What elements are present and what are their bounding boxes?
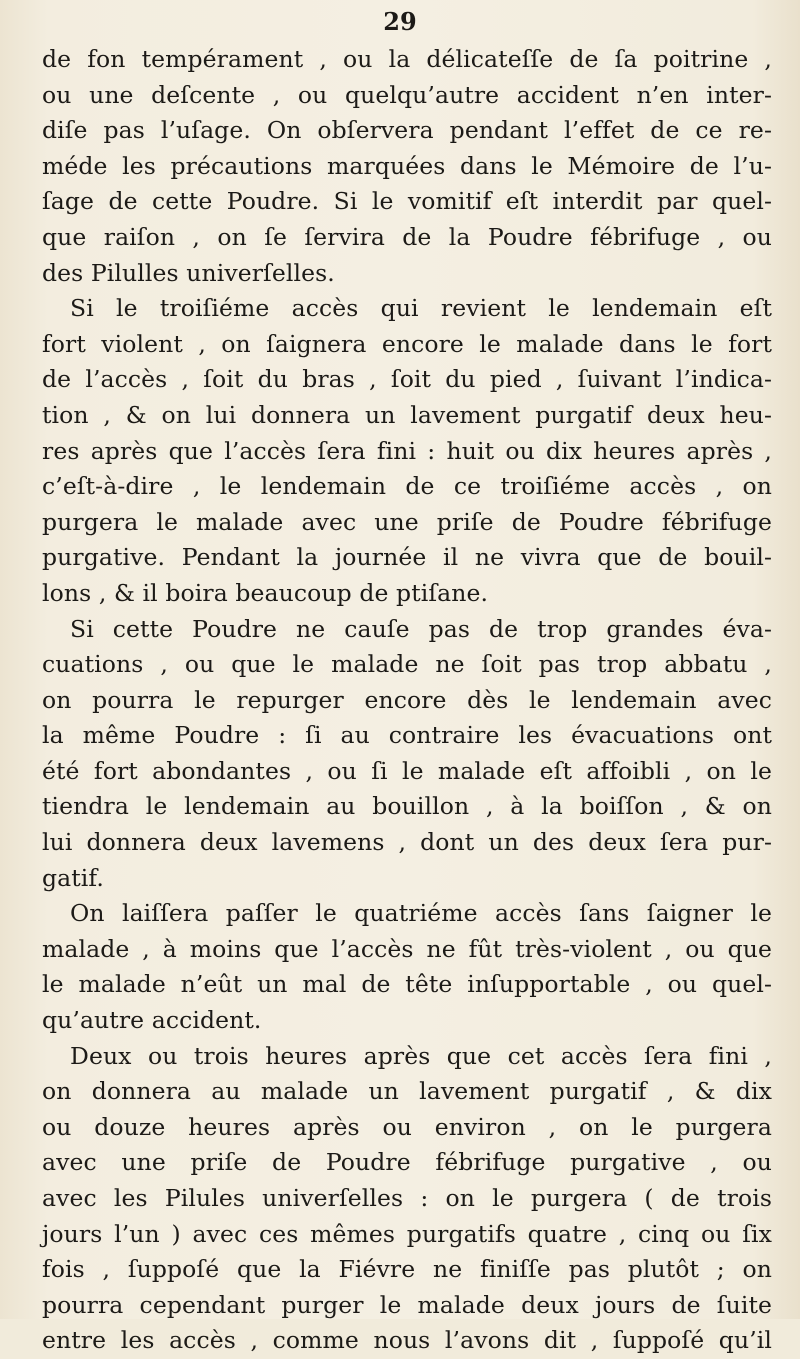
text-line: été fort abondantes , ou ſi le malade eſt affoibli , on le [42,756,772,785]
text-line: avec les Pilules univerſelles : on le purgera ( de trois [42,1184,772,1212]
text-line: purgative. Pendant la journée il ne vivra que de bouil- [42,543,772,572]
text-line: la même Poudre : ſi au contraire les évacuations ont [42,721,772,750]
text-line: Deux ou trois heures après que cet accès ſera fini , [70,1041,772,1070]
text-line: Si cette Poudre ne cauſe pas de trop grandes éva- [70,614,772,643]
text-line: le malade n’eût un mal de tête inſupportable , ou quel- [42,970,772,999]
text-line: ou une deſcente , ou quelqu’autre accident n’en inter- [42,80,772,109]
text-line: malade , à moins que l’accès ne fût très-violent , ou que [42,934,772,963]
text-line: des Pilulles univerſelles. [42,258,335,287]
text-line: lons , & il boira beaucoup de ptiſane. [42,578,489,607]
body-text [42,42,772,1359]
text-line: méde les précautions marquées dans le Mémoire de l’u- [42,151,772,180]
page-number: 29 [383,7,417,36]
text-line: qu’autre accident. [42,1006,262,1035]
text-line: pourra cependant purger le malade deux jours de ſuite [42,1290,772,1319]
text-line: de fon tempérament , ou la délicateſſe de ſa poitrine , [42,45,772,73]
text-line: fort violent , on ſaignera encore le malade dans le fort [42,329,772,358]
text-line: de l’accès , ſoit du bras , ſoit du pied , ſuivant l’indica- [42,365,772,394]
text-line: res après que l’accès ſera fini : huit ou dix heures après , [42,436,772,465]
text-line: on donnera au malade un lavement purgatif , & dix [42,1077,772,1106]
text-line: c’eſt-à-dire , le lendemain de ce troiſiéme accès , on [42,472,772,501]
text-line: gatif. [42,863,104,892]
text-line: diſe pas l’uſage. On obſervera pendant l’effet de ce re- [42,116,772,145]
text-line: fois , ſuppoſé que la Fiévre ne finiſſe pas plutôt ; on [42,1255,772,1284]
text-line: avec une priſe de Poudre fébrifuge purgative , ou [42,1148,772,1177]
text-line: entre les accès , comme nous l’avons dit , ſuppoſé qu’il [42,1326,772,1355]
text-line: tiendra le lendemain au bouillon , à la boiſſon , & on [42,792,772,821]
text-line: jours l’un ) avec ces mêmes purgatifs quatre , cinq ou ſix [42,1219,772,1248]
text-line: Si le troiſiéme accès qui revient le lendemain eſt [70,294,772,323]
text-line: ſage de cette Poudre. Si le vomitif eſt interdit par quel- [42,187,772,216]
text-line: tion , & on lui donnera un lavement purgatif deux heu- [42,400,772,429]
text-line: que raiſon , on ſe ſervira de la Poudre fébrifuge , ou [42,222,772,251]
text-line: On laiſſera paſſer le quatriéme accès ſans ſaigner le [70,899,772,928]
text-line: cuations , ou que le malade ne ſoit pas trop abbatu , [42,650,772,679]
text-line: ou douze heures après ou environ , on le purgera [42,1112,772,1141]
text-line: on pourra le repurger encore dès le lendemain avec [42,685,772,714]
text-line: purgera le malade avec une priſe de Poudre fébrifuge [42,507,772,536]
text-line: lui donnera deux lavemens , dont un des deux ſera pur- [42,828,772,857]
